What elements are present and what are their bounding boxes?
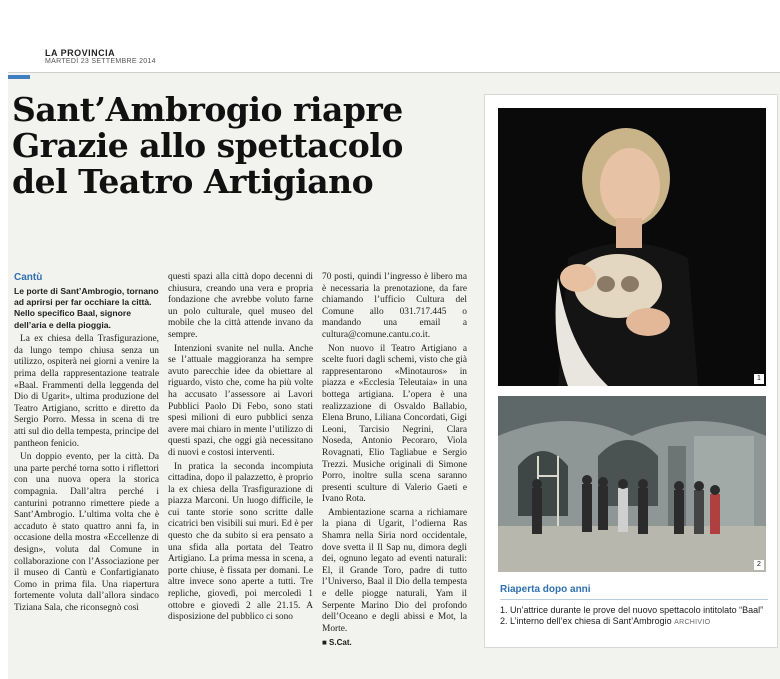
photo-credit: ARCHIVIO xyxy=(674,619,711,626)
paragraph: La ex chiesa della Trasfigurazione, da lungo tempo chiusa senza un utilizzo, ospiterà nei giorni a venire la prima della rappresentazione teatrale «Baal. Frammenti della leggenda del Dio di Ugarit», ultima produzione del Teatro Artigiano, scritto e diretto da Sergio Porro. Messa in scena di tre atti sul dio della tempesta, principe del pantheon fenicio. xyxy=(14,334,159,449)
headline-line-1: Sant’Ambrogio riapre xyxy=(12,90,403,129)
paragraph: Non nuovo il Teatro Artigiano a scelte fuori dagli schemi, visto che già rappresentarono «Minotauros» in piazza e «Ecclesia Teleutaia» in una bottega artigiana. L’opera è una realizzazione di Osvaldo Ballabio, Elena Bruno, Liliana Concordati, Gigi Leoni, Tarcisio Negrini, Clara Noseda, Antonio Pecoraro, Viola Rovagnati, Elio Tagliabue e Sergio Trezzi. Musiche originali di Simone Porro, inoltre sulla scena saranno presenti sculture di Valerio Gaeti e Ivano Rota. xyxy=(322,343,467,505)
article-body xyxy=(14,272,472,657)
photo-caption xyxy=(500,584,768,628)
paragraph: Un doppio evento, per la città. Da una parte perché torna sotto i riflettori con una nuova opera la storica compagnia. Dall’altra perché i canturini potranno rimettere piede a Sant’Ambrogio. L’ultima volta che è accaduto è stato quattro anni fa, in occasione della mostra «Eccellenze di design», voluta dal Comune in collaborazione con l’Associazione per il museo di Cantù e Confartigianato Como in prima fila. Una riapertura fortemente voluta dall’allora sindaco Tiziana Sala, che riconsegnò così xyxy=(14,452,159,613)
section-accent-bar xyxy=(8,75,30,79)
headline-line-3: del Teatro Artigiano xyxy=(12,162,374,201)
paragraph: questi spazi alla città dopo decenni di chiusura, creando una vera e propria fondazione che avrebbe voluto farne un polo culturale, quel museo del mobile che la città attende invano da sempre. xyxy=(168,272,313,340)
paragraph: Ambientazione scarna a richiamare la piana di Ugarit, l’odierna Ras Shamra nella Siria nord occidentale, dove svetta il Il Sap nu, dimora degli dei, ognuno legato ad eventi naturali: El, il Grande Toro, padre di tutto l’Universo, Baal il Dio della tempesta e delle piogge naturali, Yam il Serpente Marino Dio del profondo dell’Oceano e degli abissi e Mot, la Morte. xyxy=(322,507,467,634)
article-column-2 xyxy=(168,272,313,657)
paragraph: In pratica la seconda incompiuta cittadina, dopo il palazzetto, è proprio la ex chiesa della Trasfigurazione di piazza Marconi. Un luogo difficile, le cui tante storie sono scritte dalle cicatrici ben visibili sui muri. Ed è per questo che da subito si era pensato a una sfida alla portata del Teatro Artigiano. La prima messa in scena, a porte chiuse, è fissata per domani. Le altre invece sono aperte a tutti. Tre repliche, giovedì, poi mercoledì 1 ottobre e giovedì 2 alle 21.15. A disposizione del pubblico ci sono xyxy=(168,461,313,623)
author-signature: ■ S.Cat. xyxy=(322,638,352,648)
paragraph: 70 posti, quindi l’ingresso è libero ma è necessaria la prenotazione, da fare chiamando l’ufficio Cultura del Comune allo 031.717.445 o mandando una email a cultura@comune.cantu.co.it. xyxy=(322,272,467,340)
actress-photo xyxy=(498,108,766,386)
caption-line-2-text: 2. L’interno dell’ex chiesa di Sant’Ambrogio xyxy=(500,616,672,626)
actress-illustration xyxy=(498,108,766,386)
publication-date: MARTEDÌ 23 SETTEMBRE 2014 xyxy=(45,58,156,65)
church-interior-photo xyxy=(498,396,766,572)
headline xyxy=(12,92,474,200)
photo-number-badge: 1 xyxy=(754,374,764,384)
article-column-3 xyxy=(322,272,467,657)
caption-line-1: 1. Un’attrice durante le prove del nuovo spettacolo intitolato “Baal” xyxy=(500,605,764,615)
headline-line-2: Grazie allo spettacolo xyxy=(12,126,403,165)
paragraph: Intenzioni svanite nel nulla. Anche se l’attuale maggioranza ha sempre avuto parecchie idee da obiettare al riguardo, visto che, come ha più volte ha accusato l’assessore ai Lavori Pubblici Paolo Di Febo, sono stati spesi milioni di euro pubblici senza avere mai chiaro in mente l’utilizzo di questi spazi, che oggi già necessitano di nuovi e costosi interventi. xyxy=(168,343,313,458)
photo-number-badge: 2 xyxy=(754,560,764,570)
church-illustration xyxy=(498,396,766,572)
newspaper-name: LA PROVINCIA xyxy=(45,48,116,58)
caption-line-2 xyxy=(500,616,768,628)
article-column-1 xyxy=(14,272,159,657)
location-rubric: Cantù xyxy=(14,272,43,283)
caption-title: Riaperta dopo anni xyxy=(500,584,768,600)
masthead xyxy=(45,48,156,65)
article-lead: Le porte di Sant’Ambrogio, tornano ad aprirsi per far occhiare la città. Nello specifico Baal, signore dell’aria e della pioggia. xyxy=(14,285,159,330)
